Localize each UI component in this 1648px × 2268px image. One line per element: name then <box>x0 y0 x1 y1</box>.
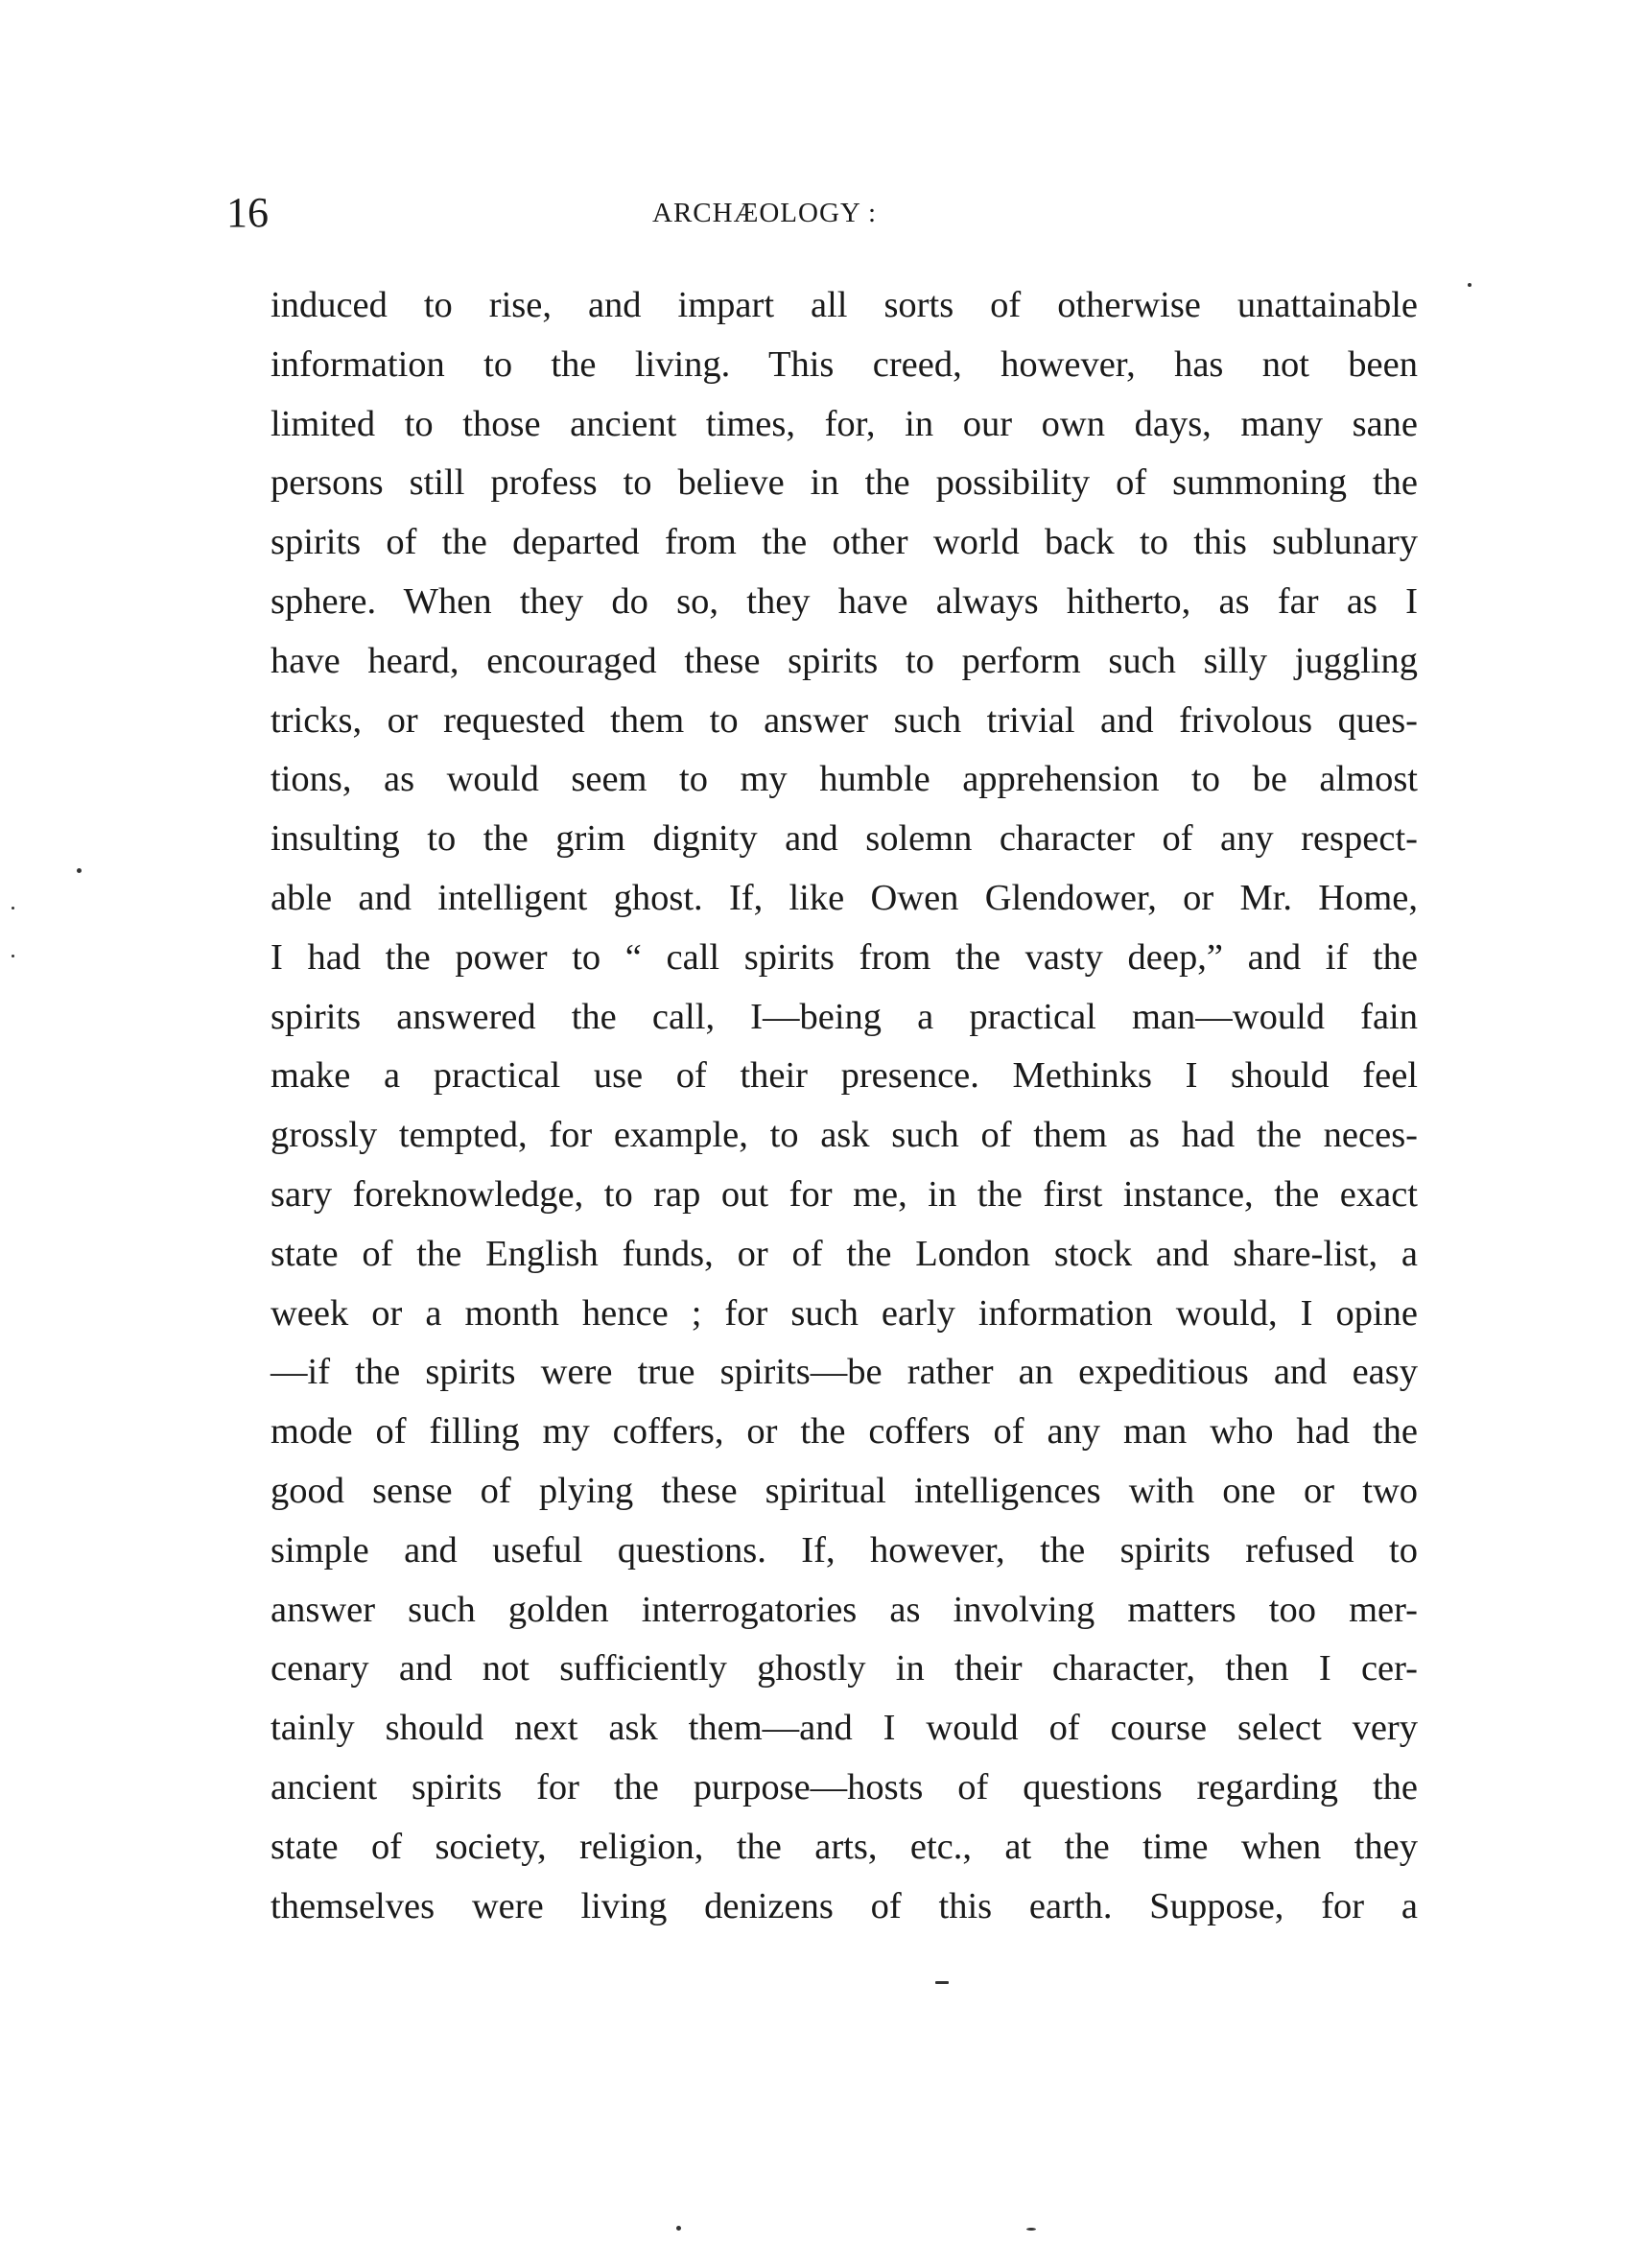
text-line: mode of filling my coffers, or the coffers of any man who had the <box>271 1411 1418 1453</box>
scan-speck <box>676 2226 681 2231</box>
text-line: ancient spirits for the purpose—hosts of questions regarding the <box>271 1766 1418 1807</box>
text-line: cenary and not sufficiently ghostly in their character, then I cer- <box>271 1648 1418 1689</box>
text-line: grossly tempted, for example, to ask such of them as had the neces- <box>271 1115 1418 1156</box>
text-line: spirits answered the call, I—being a practical man—would fain <box>271 996 1418 1037</box>
text-line: induced to rise, and impart all sorts of otherwise unattainable <box>271 285 1418 325</box>
text-line: I had the power to “ call spirits from the vasty deep,” and if the <box>271 936 1418 978</box>
page-number: 16 <box>226 189 269 236</box>
scan-speck <box>77 868 82 873</box>
text-line: information to the living. This creed, however, has not been <box>271 343 1418 385</box>
text-line: week or a month hence ; for such early information would, I opine <box>271 1292 1418 1334</box>
scan-speck <box>935 1981 949 1984</box>
text-line: able and intelligent ghost. If, like Owen Glendower, or Mr. Home, <box>271 877 1418 918</box>
text-line: have heard, encouraged these spirits to perform such silly juggling <box>271 640 1418 681</box>
text-line: tainly should next ask them—and I would of course select very <box>271 1708 1418 1749</box>
text-line: tricks, or requested them to answer such trivial and frivolous ques- <box>271 699 1418 741</box>
scan-speck <box>12 955 14 957</box>
text-line: sary foreknowledge, to rap out for me, in the first instance, the exact <box>271 1173 1418 1215</box>
text-line: spirits of the departed from the other world back to this sublunary <box>271 522 1418 563</box>
running-head: ARCHÆOLOGY : <box>652 198 878 228</box>
text-line: simple and useful questions. If, however, the spirits refused to <box>271 1529 1418 1571</box>
text-line: themselves were living denizens of this earth. Suppose, for a <box>271 1885 1418 1926</box>
text-line: tions, as would seem to my humble apprehension to be almost <box>271 759 1418 800</box>
text-line: state of the English funds, or of the London stock and share-list, a <box>271 1233 1418 1274</box>
text-line: persons still profess to believe in the possibility of summoning the <box>271 462 1418 504</box>
text-line: answer such golden interrogatories as involving matters too mer- <box>271 1589 1418 1630</box>
text-line: —if the spirits were true spirits—be rather an expeditious and easy <box>271 1352 1418 1393</box>
text-line: sphere. When they do so, they have always hitherto, as far as I <box>271 580 1418 622</box>
text-line: make a practical use of their presence. Methinks I should feel <box>271 1055 1418 1097</box>
text-line: limited to those ancient times, for, in our own days, many sane <box>271 403 1418 444</box>
text-line: insulting to the grim dignity and solemn character of any respect- <box>271 818 1418 860</box>
text-line: state of society, religion, the arts, etc., at the time when they <box>271 1826 1418 1867</box>
scan-speck <box>1468 283 1471 287</box>
body-text <box>271 276 1418 1936</box>
scan-speck <box>1026 2228 1036 2231</box>
text-line: good sense of plying these spiritual intelligences with one or two <box>271 1470 1418 1511</box>
scan-speck <box>12 907 14 910</box>
